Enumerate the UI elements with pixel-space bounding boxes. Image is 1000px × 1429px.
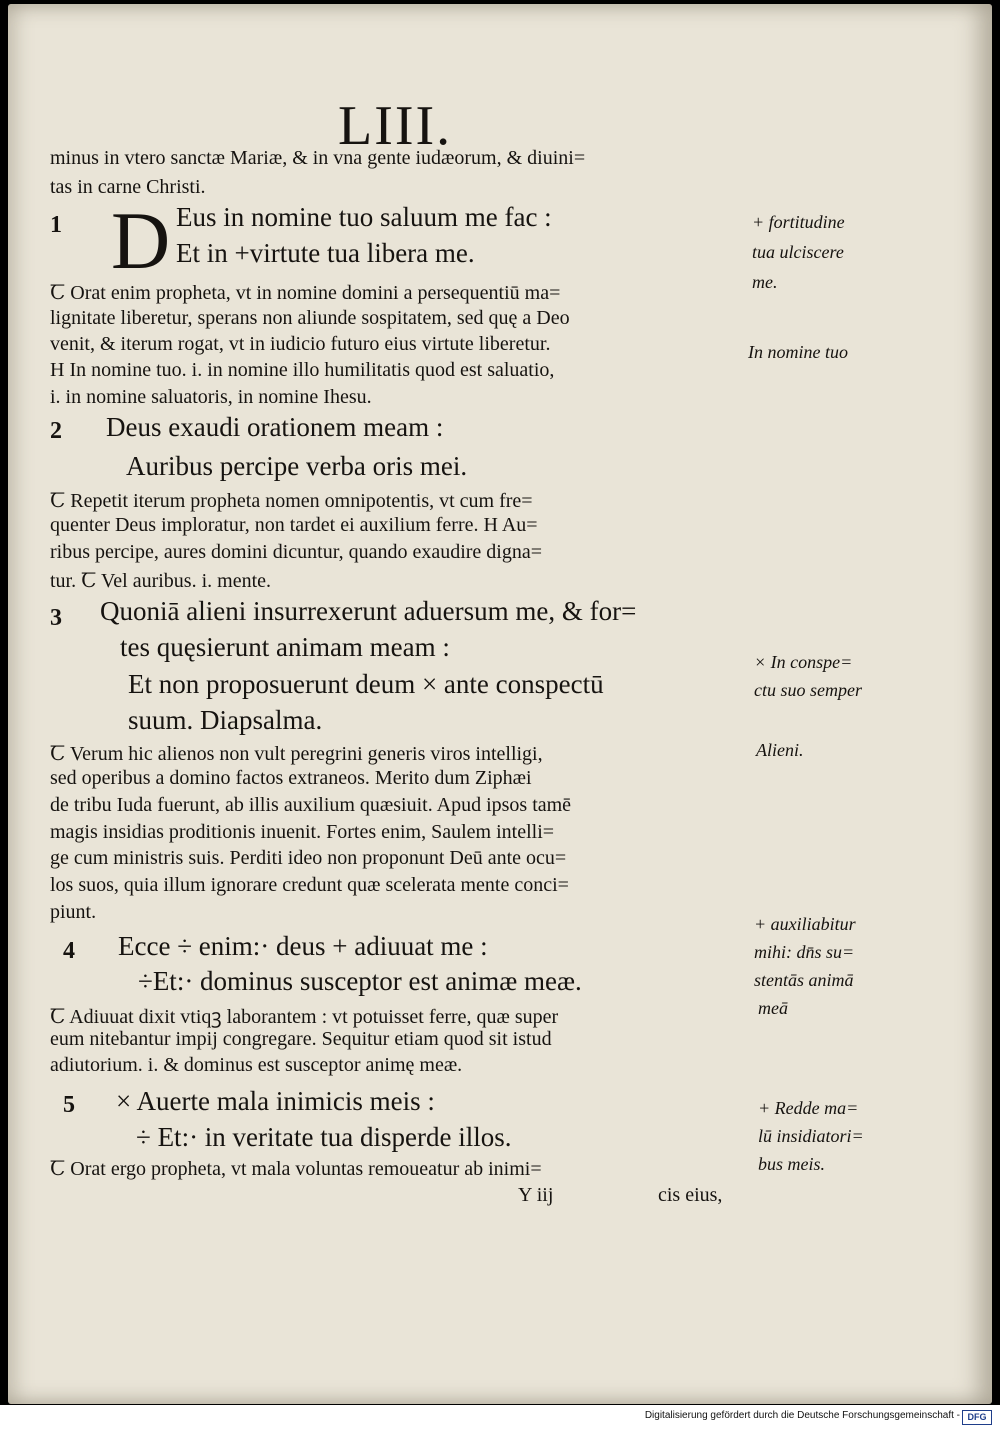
marginal-note: bus meis. bbox=[758, 1154, 825, 1174]
commentary-line: Ꞇ Orat enim propheta, vt in nomine domini a persequentiū ma= bbox=[50, 282, 561, 304]
verse-number: 2 bbox=[50, 418, 62, 444]
commentary-line: ge cum ministris suis. Perditi ideo non proponunt Deū ante ocu= bbox=[50, 847, 567, 869]
marginal-note: lū insidiatori= bbox=[758, 1126, 864, 1146]
marginal-note: ctu suo semper bbox=[754, 680, 862, 700]
marginal-note: meā bbox=[758, 998, 788, 1018]
commentary-line: Ꞇ Orat ergo propheta, vt mala voluntas remoueatur ab inimi= bbox=[50, 1158, 542, 1180]
commentary-line: Ꞇ Adiuuat dixit vtiqꝫ laborantem : vt potuisset ferre, quæ super bbox=[50, 1006, 559, 1028]
marginal-note: mihi: dn̄s su= bbox=[754, 942, 855, 962]
verse-line: × Auerte mala inimicis meis : bbox=[116, 1086, 435, 1116]
funding-credit: Digitalisierung gefördert durch die Deutsche Forschungsgemeinschaft - bbox=[644, 1410, 960, 1421]
drop-cap: D bbox=[111, 195, 171, 286]
verse-line: Quoniā alieni insurrexerunt aduersum me, & for= bbox=[100, 596, 637, 626]
marginal-note: me. bbox=[752, 272, 778, 292]
commentary-line: eum nitebantur impij congregare. Sequitur etiam quod sit istud bbox=[50, 1028, 552, 1050]
signature-mark: Y iij bbox=[518, 1184, 554, 1206]
verse-line: Et in +virtute tua libera me. bbox=[176, 238, 475, 268]
marginal-note: + auxiliabitur bbox=[754, 914, 856, 934]
commentary-line: magis insidias proditionis inuenit. Fortes enim, Saulem intelli= bbox=[50, 821, 555, 843]
marginal-note: Alieni. bbox=[756, 740, 804, 760]
marginal-note: × In conspe= bbox=[754, 652, 853, 672]
commentary-line: Ꞇ Verum hic alienos non vult peregrini generis viros intelligi, bbox=[50, 743, 543, 765]
page-title: LIII. bbox=[338, 95, 453, 157]
marginal-note: + fortitudine bbox=[752, 212, 845, 232]
commentary-line: piunt. bbox=[50, 901, 97, 923]
commentary-line: Ꞇ Repetit iterum propheta nomen omnipotentis, vt cum fre= bbox=[50, 490, 533, 512]
verse-number: 5 bbox=[63, 1092, 75, 1118]
verse-line: Ecce ÷ enim:· deus + adiuuat me : bbox=[118, 931, 488, 961]
marginal-note: stentās animā bbox=[754, 970, 854, 990]
commentary-line: H In nomine tuo. i. in nomine illo humilitatis quod est saluatio, bbox=[50, 359, 555, 381]
verse-line: Deus exaudi orationem meam : bbox=[106, 412, 444, 442]
commentary-line: sed operibus a domino factos extraneos. Merito dum Ziphæi bbox=[50, 767, 532, 789]
commentary-line: de tribu Iuda fuerunt, ab illis auxilium quæsiuit. Apud ipsos tamē bbox=[50, 794, 572, 816]
book-page bbox=[8, 4, 992, 1404]
verse-line: Eus in nomine tuo saluum me fac : bbox=[176, 202, 552, 232]
marginal-note: + Redde ma= bbox=[758, 1098, 859, 1118]
marginal-note: tua ulciscere bbox=[752, 242, 844, 262]
commentary-line: los suos, quia illum ignorare credunt quæ scelerata mente conci= bbox=[50, 874, 569, 896]
verse-line: Auribus percipe verba oris mei. bbox=[126, 451, 468, 481]
verse-number: 4 bbox=[63, 938, 75, 964]
verse-line: ÷ Et:· in veritate tua disperde illos. bbox=[136, 1122, 512, 1152]
commentary-line: venit, & iterum rogat, vt in iudicio futuro eius virtute liberetur. bbox=[50, 333, 551, 355]
verse-line: suum. Diapsalma. bbox=[128, 705, 323, 735]
marginal-note: In nomine tuo bbox=[748, 342, 848, 362]
catchword: cis eius, bbox=[658, 1184, 723, 1206]
dfg-logo: DFG bbox=[962, 1410, 992, 1425]
commentary-line: lignitate liberetur, sperans non aliunde sospitatem, sed quę a Deo bbox=[50, 307, 570, 329]
verse-line: ÷Et:· dominus susceptor est animæ meæ. bbox=[138, 966, 582, 996]
verse-line: Et non proposuerunt deum × ante conspectū bbox=[128, 669, 604, 699]
verse-line: tes quęsierunt animam meam : bbox=[120, 632, 450, 662]
commentary-line: adiutorium. i. & dominus est susceptor animę meæ. bbox=[50, 1054, 463, 1076]
verse-number: 1 bbox=[50, 212, 62, 238]
text-line: minus in vtero sanctæ Mariæ, & in vna gente iudæorum, & diuini= bbox=[50, 147, 586, 169]
footer-bar bbox=[0, 1405, 1000, 1429]
verse-number: 3 bbox=[50, 605, 62, 631]
commentary-line: ribus percipe, aures domini dicuntur, quando exaudire digna= bbox=[50, 541, 543, 563]
commentary-line: i. in nomine saluatoris, in nomine Ihesu. bbox=[50, 386, 372, 408]
commentary-line: quenter Deus imploratur, non tardet ei auxilium ferre. H Au= bbox=[50, 514, 538, 536]
text-line: tas in carne Christi. bbox=[50, 176, 206, 198]
commentary-line: tur. Ꞇ Vel auribus. i. mente. bbox=[50, 570, 272, 592]
